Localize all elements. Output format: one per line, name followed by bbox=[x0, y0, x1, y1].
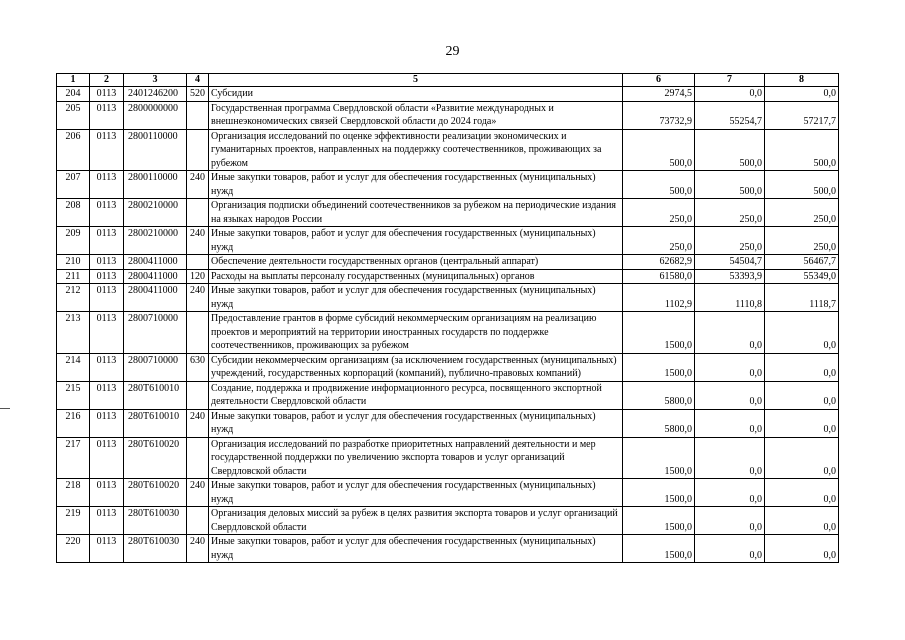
row-number: 210 bbox=[57, 255, 90, 270]
table-row bbox=[57, 101, 839, 129]
target-code: 2800210000 bbox=[124, 227, 187, 255]
section-code: 0113 bbox=[90, 409, 124, 437]
table-row bbox=[57, 269, 839, 284]
table-row bbox=[57, 535, 839, 563]
target-code: 280T610010 bbox=[124, 381, 187, 409]
value-col-6: 250,0 bbox=[623, 199, 695, 227]
target-code: 2800710000 bbox=[124, 312, 187, 354]
target-code: 2800210000 bbox=[124, 199, 187, 227]
header-col-4: 4 bbox=[187, 74, 209, 87]
target-code: 2800000000 bbox=[124, 101, 187, 129]
row-number: 212 bbox=[57, 284, 90, 312]
row-name: Иные закупки товаров, работ и услуг для обеспечения государственных (муниципальных) нужд bbox=[209, 171, 623, 199]
value-col-6: 250,0 bbox=[623, 227, 695, 255]
target-code: 2401246200 bbox=[124, 87, 187, 102]
expense-type bbox=[187, 129, 209, 171]
value-col-8: 57217,7 bbox=[765, 101, 839, 129]
header-col-3: 3 bbox=[124, 74, 187, 87]
target-code: 280T610010 bbox=[124, 409, 187, 437]
value-col-6: 1500,0 bbox=[623, 437, 695, 479]
value-col-7: 0,0 bbox=[695, 507, 765, 535]
value-col-8: 0,0 bbox=[765, 507, 839, 535]
value-col-7: 0,0 bbox=[695, 535, 765, 563]
row-number: 207 bbox=[57, 171, 90, 199]
value-col-8: 55349,0 bbox=[765, 269, 839, 284]
row-name: Организация исследований по оценке эффективности реализации экономических и гуманитарных проектов, направленных на поддержку соотечественников, проживающих за рубежом bbox=[209, 129, 623, 171]
row-name: Обеспечение деятельности государственных органов (центральный аппарат) bbox=[209, 255, 623, 270]
target-code: 2800110000 bbox=[124, 129, 187, 171]
row-name: Иные закупки товаров, работ и услуг для обеспечения государственных (муниципальных) нужд bbox=[209, 535, 623, 563]
row-name: Иные закупки товаров, работ и услуг для обеспечения государственных (муниципальных) нужд bbox=[209, 479, 623, 507]
row-name: Иные закупки товаров, работ и услуг для обеспечения государственных (муниципальных) нужд bbox=[209, 409, 623, 437]
value-col-7: 0,0 bbox=[695, 353, 765, 381]
section-code: 0113 bbox=[90, 255, 124, 270]
value-col-7: 53393,9 bbox=[695, 269, 765, 284]
target-code: 280T610020 bbox=[124, 437, 187, 479]
value-col-6: 500,0 bbox=[623, 129, 695, 171]
target-code: 280T610020 bbox=[124, 479, 187, 507]
expense-type bbox=[187, 255, 209, 270]
expense-type bbox=[187, 381, 209, 409]
row-number: 220 bbox=[57, 535, 90, 563]
value-col-6: 1500,0 bbox=[623, 535, 695, 563]
header-col-8: 8 bbox=[765, 74, 839, 87]
table-row bbox=[57, 507, 839, 535]
section-code: 0113 bbox=[90, 353, 124, 381]
value-col-6: 5800,0 bbox=[623, 409, 695, 437]
table-row bbox=[57, 479, 839, 507]
expense-type: 240 bbox=[187, 479, 209, 507]
target-code: 2800110000 bbox=[124, 171, 187, 199]
row-number: 218 bbox=[57, 479, 90, 507]
row-number: 208 bbox=[57, 199, 90, 227]
row-number: 204 bbox=[57, 87, 90, 102]
row-number: 216 bbox=[57, 409, 90, 437]
value-col-6: 1500,0 bbox=[623, 353, 695, 381]
section-code: 0113 bbox=[90, 171, 124, 199]
section-code: 0113 bbox=[90, 507, 124, 535]
header-col-2: 2 bbox=[90, 74, 124, 87]
expense-type: 240 bbox=[187, 409, 209, 437]
value-col-7: 1110,8 bbox=[695, 284, 765, 312]
value-col-7: 250,0 bbox=[695, 227, 765, 255]
value-col-7: 0,0 bbox=[695, 479, 765, 507]
row-number: 219 bbox=[57, 507, 90, 535]
row-number: 209 bbox=[57, 227, 90, 255]
table-row bbox=[57, 255, 839, 270]
value-col-6: 1500,0 bbox=[623, 312, 695, 354]
expense-type: 240 bbox=[187, 284, 209, 312]
row-name: Организация исследований по разработке приоритетных направлений деятельности и мер государственной поддержки по увеличению экспорта товаров и услуг организаций Свердловской области bbox=[209, 437, 623, 479]
section-code: 0113 bbox=[90, 87, 124, 102]
value-col-8: 0,0 bbox=[765, 535, 839, 563]
table-row bbox=[57, 284, 839, 312]
value-col-7: 0,0 bbox=[695, 381, 765, 409]
row-name: Субсидии некоммерческим организациям (за исключением государственных (муниципальных) учреждений, государственных корпораций (компаний), публично-правовых компаний) bbox=[209, 353, 623, 381]
table-header-row bbox=[57, 74, 839, 87]
table-row bbox=[57, 437, 839, 479]
expense-type: 520 bbox=[187, 87, 209, 102]
value-col-7: 0,0 bbox=[695, 312, 765, 354]
row-name: Иные закупки товаров, работ и услуг для обеспечения государственных (муниципальных) нужд bbox=[209, 227, 623, 255]
value-col-8: 0,0 bbox=[765, 381, 839, 409]
row-number: 215 bbox=[57, 381, 90, 409]
table-row bbox=[57, 227, 839, 255]
section-code: 0113 bbox=[90, 101, 124, 129]
value-col-6: 62682,9 bbox=[623, 255, 695, 270]
target-code: 2800710000 bbox=[124, 353, 187, 381]
value-col-6: 1500,0 bbox=[623, 479, 695, 507]
expense-type: 120 bbox=[187, 269, 209, 284]
row-number: 205 bbox=[57, 101, 90, 129]
section-code: 0113 bbox=[90, 284, 124, 312]
section-code: 0113 bbox=[90, 535, 124, 563]
row-name: Организация деловых миссий за рубеж в целях развития экспорта товаров и услуг организаций Свердловской области bbox=[209, 507, 623, 535]
value-col-6: 2974,5 bbox=[623, 87, 695, 102]
scan-edge-mark bbox=[0, 408, 10, 409]
value-col-7: 55254,7 bbox=[695, 101, 765, 129]
target-code: 2800411000 bbox=[124, 284, 187, 312]
expense-type: 240 bbox=[187, 535, 209, 563]
table-row bbox=[57, 312, 839, 354]
value-col-6: 73732,9 bbox=[623, 101, 695, 129]
expense-type bbox=[187, 199, 209, 227]
value-col-8: 0,0 bbox=[765, 479, 839, 507]
row-name: Иные закупки товаров, работ и услуг для обеспечения государственных (муниципальных) нужд bbox=[209, 284, 623, 312]
expense-type bbox=[187, 101, 209, 129]
row-name: Предоставление грантов в форме субсидий некоммерческим организациям на реализацию проектов и мероприятий на территории иностранных государств по поддержке соотечественников, проживающих за рубежом bbox=[209, 312, 623, 354]
row-name: Создание, поддержка и продвижение информационного ресурса, посвященного экспортной деятельности Свердловской области bbox=[209, 381, 623, 409]
section-code: 0113 bbox=[90, 269, 124, 284]
value-col-8: 0,0 bbox=[765, 409, 839, 437]
header-col-7: 7 bbox=[695, 74, 765, 87]
value-col-7: 0,0 bbox=[695, 409, 765, 437]
page-number: 29 bbox=[445, 44, 460, 59]
value-col-8: 56467,7 bbox=[765, 255, 839, 270]
expense-type: 240 bbox=[187, 171, 209, 199]
value-col-6: 61580,0 bbox=[623, 269, 695, 284]
value-col-7: 54504,7 bbox=[695, 255, 765, 270]
table-row bbox=[57, 87, 839, 102]
table-row bbox=[57, 381, 839, 409]
section-code: 0113 bbox=[90, 129, 124, 171]
header-col-5: 5 bbox=[209, 74, 623, 87]
value-col-7: 250,0 bbox=[695, 199, 765, 227]
expense-type bbox=[187, 507, 209, 535]
target-code: 280T610030 bbox=[124, 535, 187, 563]
header-col-1: 1 bbox=[57, 74, 90, 87]
value-col-8: 1118,7 bbox=[765, 284, 839, 312]
value-col-7: 500,0 bbox=[695, 171, 765, 199]
value-col-8: 500,0 bbox=[765, 171, 839, 199]
section-code: 0113 bbox=[90, 227, 124, 255]
row-number: 213 bbox=[57, 312, 90, 354]
table-body bbox=[57, 87, 839, 563]
expense-type: 630 bbox=[187, 353, 209, 381]
table-row bbox=[57, 353, 839, 381]
row-number: 217 bbox=[57, 437, 90, 479]
row-number: 211 bbox=[57, 269, 90, 284]
target-code: 2800411000 bbox=[124, 255, 187, 270]
target-code: 2800411000 bbox=[124, 269, 187, 284]
value-col-8: 0,0 bbox=[765, 312, 839, 354]
value-col-8: 0,0 bbox=[765, 87, 839, 102]
expense-type: 240 bbox=[187, 227, 209, 255]
section-code: 0113 bbox=[90, 437, 124, 479]
value-col-6: 500,0 bbox=[623, 171, 695, 199]
value-col-6: 1500,0 bbox=[623, 507, 695, 535]
value-col-8: 500,0 bbox=[765, 129, 839, 171]
value-col-8: 0,0 bbox=[765, 437, 839, 479]
section-code: 0113 bbox=[90, 312, 124, 354]
section-code: 0113 bbox=[90, 479, 124, 507]
value-col-7: 500,0 bbox=[695, 129, 765, 171]
value-col-6: 1102,9 bbox=[623, 284, 695, 312]
section-code: 0113 bbox=[90, 199, 124, 227]
table-row bbox=[57, 199, 839, 227]
value-col-8: 250,0 bbox=[765, 199, 839, 227]
target-code: 280T610030 bbox=[124, 507, 187, 535]
budget-table bbox=[56, 73, 839, 563]
row-number: 214 bbox=[57, 353, 90, 381]
table-row bbox=[57, 409, 839, 437]
value-col-7: 0,0 bbox=[695, 87, 765, 102]
value-col-8: 0,0 bbox=[765, 353, 839, 381]
table-row bbox=[57, 129, 839, 171]
expense-type bbox=[187, 312, 209, 354]
expense-type bbox=[187, 437, 209, 479]
section-code: 0113 bbox=[90, 381, 124, 409]
row-name: Расходы на выплаты персоналу государственных (муниципальных) органов bbox=[209, 269, 623, 284]
header-col-6: 6 bbox=[623, 74, 695, 87]
row-number: 206 bbox=[57, 129, 90, 171]
value-col-8: 250,0 bbox=[765, 227, 839, 255]
value-col-7: 0,0 bbox=[695, 437, 765, 479]
table-row bbox=[57, 171, 839, 199]
row-name: Организация подписки объединений соотечественников за рубежом на периодические издания на языках народов России bbox=[209, 199, 623, 227]
value-col-6: 5800,0 bbox=[623, 381, 695, 409]
row-name: Государственная программа Свердловской области «Развитие международных и внешнеэкономических связей Свердловской области до 2024 года» bbox=[209, 101, 623, 129]
row-name: Субсидии bbox=[209, 87, 623, 102]
